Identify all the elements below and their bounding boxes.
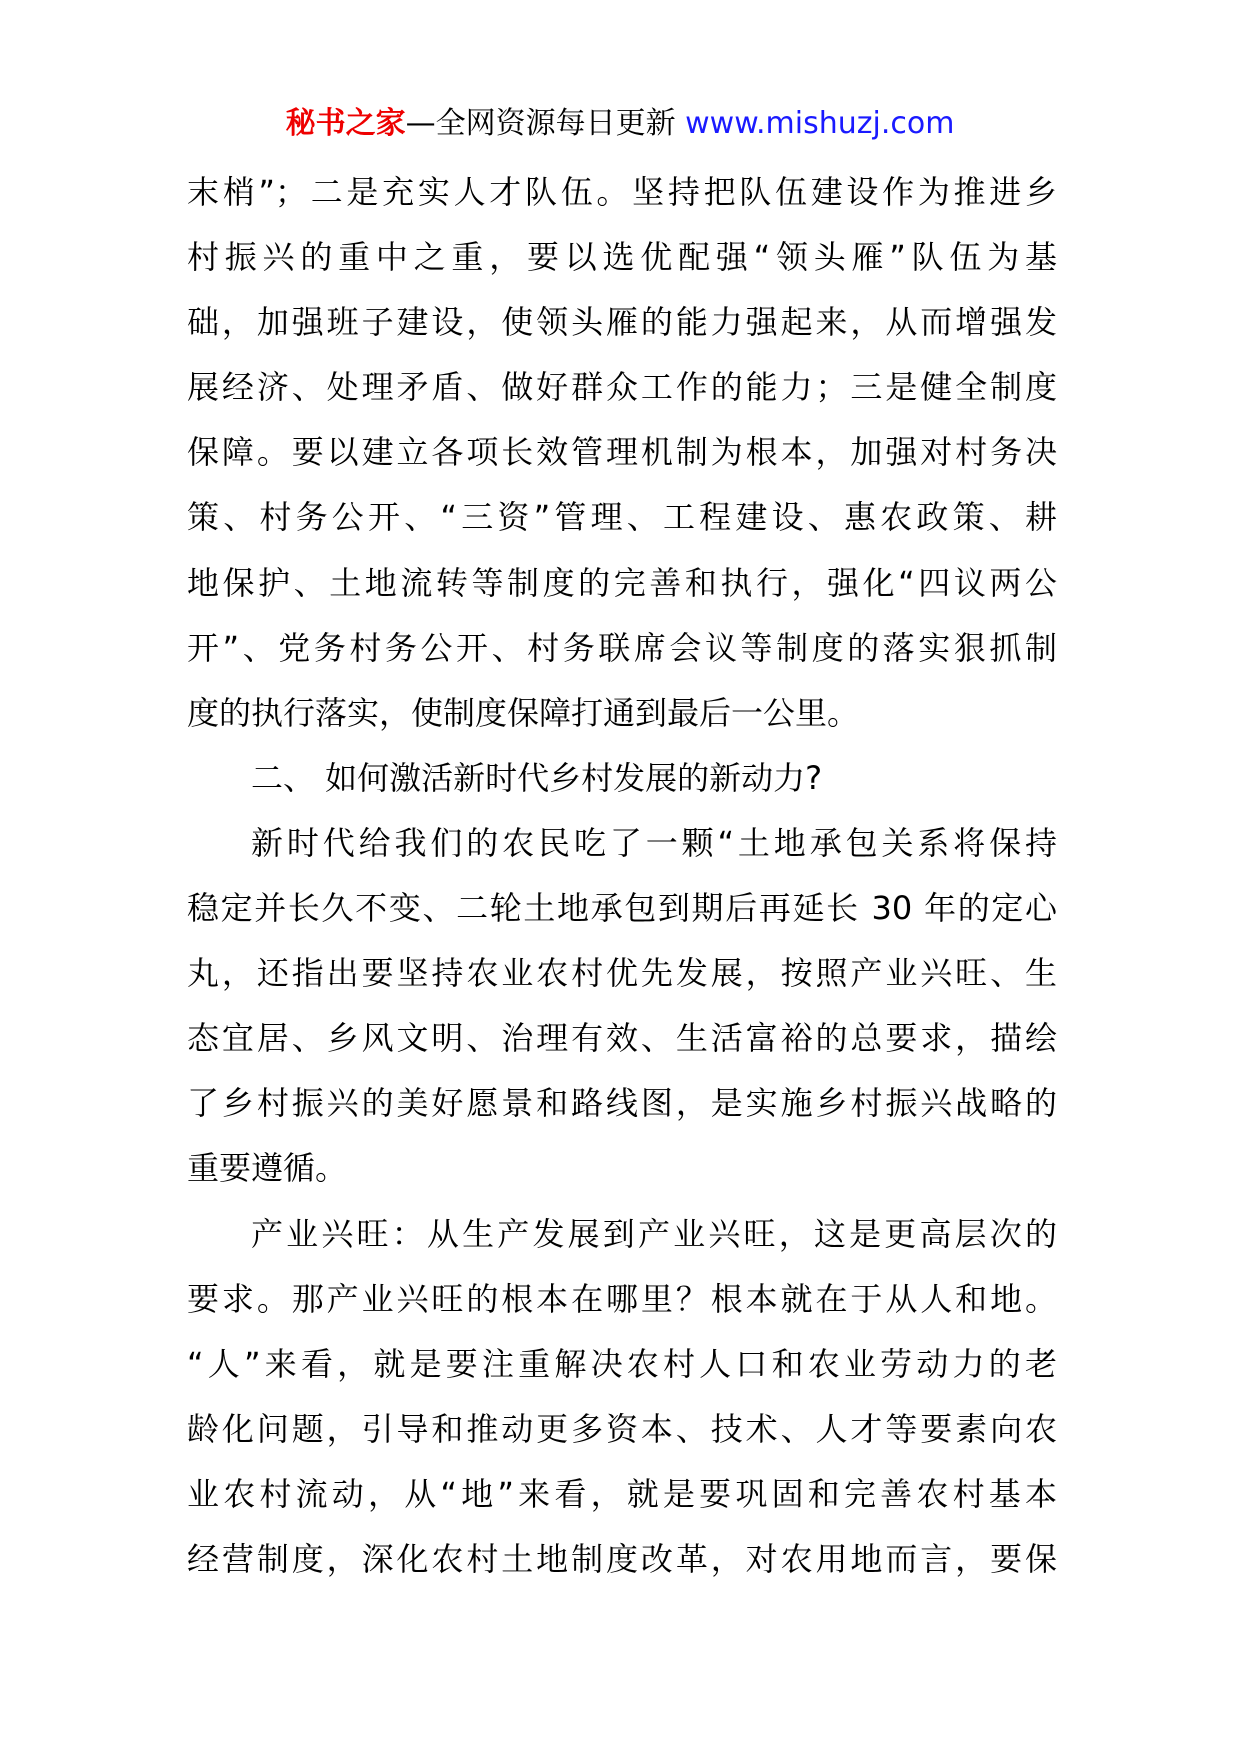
text-line: 保障。要以建立各项长效管理机制为根本，加强对村务决 (187, 433, 1057, 472)
site-url-link[interactable]: www.mishuzj.com (685, 106, 955, 141)
text-line: 础，加强班子建设，使领头雁的能力强起来，从而增强发 (187, 303, 1057, 342)
text-line: 龄化问题，引导和推动更多资本、技术、人才等要素向农 (187, 1409, 1057, 1448)
text-line: 经营制度，深化农村土地制度改革，对农用地而言，要保 (187, 1539, 1057, 1578)
text-line: 展经济、处理矛盾、做好群众工作的能力；三是健全制度 (187, 368, 1057, 407)
section-heading: 二、 如何激活新时代乡村发展的新动力? (251, 758, 823, 797)
text-line: 开”、党务村务公开、村务联席会议等制度的落实狠抓制 (187, 628, 1057, 667)
text-line: 村振兴的重中之重，要以选优配强“领头雁”队伍为基 (187, 238, 1057, 277)
text-line: 要求。那产业兴旺的根本在哪里？根本就在于从人和地。 (187, 1279, 1057, 1318)
text-line: 策、村务公开、“三资”管理、工程建设、惠农政策、耕 (187, 498, 1057, 537)
brand-name: 秘书之家 (285, 106, 406, 141)
text-line: 产业兴旺：从生产发展到产业兴旺，这是更高层次的 (251, 1214, 1057, 1253)
page-header (0, 104, 1240, 144)
text-line: 度的执行落实，使制度保障打通到最后一公里。 (187, 693, 860, 732)
document-body (187, 160, 1057, 1592)
text-line: 地保护、土地流转等制度的完善和执行，强化“四议两公 (187, 563, 1057, 602)
text-line: “人”来看，就是要注重解决农村人口和农业劳动力的老 (187, 1344, 1057, 1383)
text-line: 态宜居、乡风文明、治理有效、生活富裕的总要求，描绘 (187, 1019, 1057, 1058)
text-line: 业农村流动，从“地”来看，就是要巩固和完善农村基本 (187, 1474, 1057, 1513)
text-line: 稳定并长久不变、二轮土地承包到期后再延长 30 年的定心 (187, 889, 1057, 928)
text-line: 重要遵循。 (187, 1149, 348, 1188)
text-line: 丸，还指出要坚持农业农村优先发展，按照产业兴旺、生 (187, 954, 1057, 993)
text-line: 了乡村振兴的美好愿景和路线图，是实施乡村振兴战略的 (187, 1084, 1057, 1123)
text-line: 新时代给我们的农民吃了一颗“土地承包关系将保持 (251, 823, 1057, 862)
text-line: 末梢”；二是充实人才队伍。坚持把队伍建设作为推进乡 (187, 173, 1057, 211)
header-tagline: —全网资源每日更新 (405, 106, 676, 141)
